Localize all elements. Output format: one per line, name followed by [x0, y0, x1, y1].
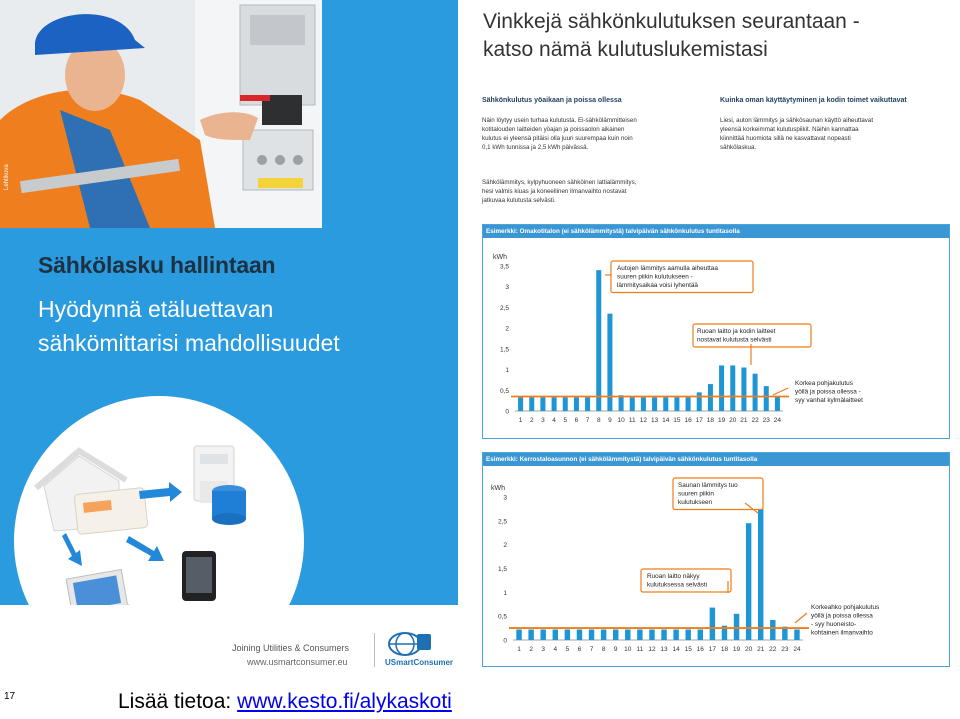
photo-credit: Lehtikuva: [4, 164, 10, 190]
bar: [630, 397, 635, 411]
annotation-text: Ruoan laitto ja kodin laitteet: [697, 328, 776, 335]
x-tick-label: 11: [636, 646, 644, 653]
bar: [613, 630, 618, 640]
annotation-text: lämmitysaikaa voisi lyhentää: [617, 282, 698, 289]
y-tick-label: 0,5: [497, 613, 507, 621]
bar: [710, 608, 715, 640]
x-tick-label: 23: [762, 417, 770, 424]
x-tick-label: 7: [585, 417, 590, 424]
bar: [529, 397, 534, 411]
bar: [719, 365, 724, 411]
annotation-text: syy vanhat kylmälaitteet: [795, 397, 863, 404]
annotation-text: Autojen lämmitys aamulla aiheuttaa: [617, 265, 718, 272]
bar: [673, 630, 678, 640]
bar: [661, 630, 666, 640]
annotation-text: Korkeahko pohjakulutus: [811, 604, 880, 611]
annotation-text: kohtainen ilmanvaihto: [811, 629, 873, 637]
x-tick-label: 12: [639, 417, 648, 424]
x-tick-label: 4: [553, 646, 558, 653]
y-tick-label: 3: [503, 494, 507, 502]
annotation-connector: [795, 613, 807, 623]
bar: [663, 397, 668, 411]
col1-paragraph1: [482, 116, 700, 152]
y-tick-label: 1: [505, 367, 509, 375]
bar: [641, 397, 646, 411]
x-tick-label: 22: [751, 417, 759, 424]
smart-meter-illustration: [14, 396, 304, 605]
more-info-link[interactable]: www.kesto.fi/alykaskoti: [237, 690, 452, 713]
bar: [730, 365, 735, 411]
annotation-text: yöllä ja poissa ollessa -: [795, 388, 861, 396]
x-tick-label: 17: [708, 646, 716, 653]
x-tick-label: 15: [684, 646, 692, 653]
phone-icon: [182, 551, 216, 601]
annotation-text: Ruoan laitto näkyy: [647, 573, 700, 580]
chart-apartment: [482, 452, 950, 667]
bar: [734, 614, 739, 640]
bar: [540, 397, 545, 411]
bar: [746, 523, 751, 640]
tips-title-line1: Vinkkejä sähkönkulutuksen seurantaan -: [483, 10, 860, 33]
chart-house: [482, 224, 950, 439]
x-tick-label: 8: [596, 417, 601, 424]
bar: [637, 630, 642, 640]
annotation-text: Saunan lämmitys tuo: [678, 482, 738, 489]
x-tick-label: 17: [695, 417, 703, 424]
x-tick-label: 19: [717, 417, 726, 424]
logo-text: USmartConsumer: [385, 658, 454, 667]
bar: [770, 620, 775, 640]
x-tick-label: 14: [662, 417, 670, 424]
text-line: 0,1 kWh tunnissa ja 2,5 kWh päivässä.: [482, 144, 589, 151]
annotation-text: nostavat kulutusta selvästi: [697, 336, 772, 344]
bar: [552, 397, 557, 411]
annotation-text: - syy huoneisto-: [811, 621, 857, 628]
text-line: jatkuvaa kulutusta selvästi.: [482, 197, 556, 204]
y-tick-label: 0: [503, 637, 507, 645]
x-tick-label: 5: [563, 417, 568, 424]
bar: [685, 630, 690, 640]
x-tick-label: 24: [793, 646, 801, 653]
chart-apartment-plot: [483, 453, 949, 666]
annotation-connector: [773, 388, 788, 395]
bar: [753, 374, 758, 411]
bar: [708, 384, 713, 411]
col2-paragraph1: [720, 116, 938, 152]
annotation-text: Korkea pohjakulutus: [795, 380, 853, 387]
bar: [589, 630, 594, 640]
x-tick-label: 10: [617, 417, 625, 424]
partner-divider: [374, 633, 375, 667]
text-line: yleensä korkeimmat kulutuspiikit. Näihin kannattaa: [720, 126, 859, 133]
bar: [540, 630, 545, 640]
bar: [698, 630, 703, 640]
bar: [649, 630, 654, 640]
annotation-text: kulutukseen: [678, 499, 713, 506]
x-tick-label: 18: [706, 417, 715, 424]
x-tick-label: 12: [648, 646, 656, 653]
y-tick-label: 2,5: [497, 518, 507, 526]
col2-heading: Kuinka oman käyttäytyminen ja kodin toimet vaikuttavat: [720, 97, 907, 104]
chart-house-plot: [483, 225, 949, 438]
x-tick-label: 18: [720, 646, 729, 653]
panel-subtitle-line1: Hyödynnä etäluettavan: [38, 296, 274, 322]
bar: [596, 270, 601, 411]
x-tick-label: 11: [628, 417, 636, 424]
bar: [553, 630, 558, 640]
x-tick-label: 9: [608, 417, 612, 424]
meter-card-icon: [74, 487, 148, 534]
bar: [625, 630, 630, 640]
x-tick-label: 20: [745, 646, 753, 653]
partner-tagline: Joining Utilities & Consumers: [232, 643, 350, 653]
x-tick-label: 24: [773, 417, 782, 424]
bar: [563, 397, 568, 411]
x-tick-label: 23: [781, 646, 789, 653]
text-line: kiinnittää huomiota sillä ne kasvattavat nopeasti: [720, 135, 851, 142]
x-tick-label: 21: [757, 646, 765, 653]
panel-title: Sähkölasku hallintaan: [38, 252, 276, 278]
y-tick-label: 1,5: [499, 346, 509, 354]
x-tick-label: 22: [769, 646, 777, 653]
more-info-label: Lisää tietoa:: [118, 690, 238, 713]
y-tick-label: 1: [503, 589, 507, 597]
bar: [516, 630, 521, 640]
chart-title: Esimerkki: Omakotitalon (ei sähkölämmitystä) talvipäivän sähkönkulutus tuntitasolla: [483, 225, 949, 238]
annotation-text: kulutuksessa selvästi: [647, 581, 708, 589]
bar: [518, 397, 523, 411]
text-line: sähkölaskua.: [720, 144, 757, 151]
y-tick-label: 2: [505, 325, 509, 333]
x-tick-label: 7: [589, 646, 594, 653]
x-tick-label: 20: [729, 417, 737, 424]
y-tick-label: 1,5: [497, 566, 507, 573]
x-tick-label: 10: [624, 646, 632, 653]
bar: [775, 397, 780, 412]
text-line: Näin löytyy usein turhaa kulutusta. Ei-sähkölämmitteisen: [482, 117, 637, 124]
laptop-icon: [64, 569, 136, 605]
x-tick-label: 1: [517, 646, 521, 653]
bar: [686, 397, 691, 411]
bar: [585, 397, 590, 411]
bar: [674, 397, 679, 411]
text-line: kulutus ei yleensä pitäisi olla juuri suurempaa kuin noin: [482, 135, 633, 142]
text-line: hesi valmis kiuas ja koneellinen ilmanvaihto nostavat: [482, 188, 627, 195]
x-tick-label: 4: [552, 417, 556, 424]
y-tick-label: 2: [503, 542, 507, 550]
x-tick-label: 3: [541, 417, 545, 424]
gateway-icon: [212, 485, 246, 525]
bar: [565, 630, 570, 640]
bar: [758, 509, 763, 640]
worker-photo: [0, 0, 322, 228]
bar: [528, 630, 533, 640]
bar: [741, 368, 746, 412]
x-tick-label: 6: [577, 646, 582, 653]
annotation-text: suuren piikin: [678, 490, 714, 498]
x-tick-label: 13: [650, 417, 659, 424]
x-tick-label: 3: [541, 646, 546, 653]
text-line: Sähkölämmitys, kylpyhuoneen sähköinen lattialämmitys,: [482, 179, 637, 186]
bar: [652, 397, 657, 411]
more-info: [118, 690, 452, 714]
x-tick-label: 6: [574, 417, 579, 424]
bar: [697, 392, 702, 411]
annotation-text: yöllä ja poissa ollessa: [811, 612, 873, 620]
y-axis-label: kWh: [493, 254, 507, 261]
x-tick-label: 19: [732, 646, 741, 653]
bar: [794, 630, 799, 640]
x-tick-label: 8: [601, 646, 606, 653]
x-tick-label: 9: [613, 646, 618, 653]
y-tick-label: 0: [505, 408, 509, 416]
x-tick-label: 21: [740, 417, 748, 424]
bar: [619, 395, 624, 411]
slide-number: 17: [4, 691, 16, 702]
bar: [601, 630, 606, 640]
panel-subtitle-line2: sähkömittarisi mahdollisuudet: [38, 330, 340, 356]
y-tick-label: 3: [505, 284, 509, 292]
bar: [764, 386, 769, 411]
x-tick-label: 13: [660, 646, 668, 653]
y-tick-label: 0,5: [499, 387, 509, 395]
y-axis-label: kWh: [491, 485, 505, 492]
x-tick-label: 16: [696, 646, 704, 653]
left-panel: [0, 0, 458, 605]
text-line: Liesi, auton lämmitys ja sähkösaunan käyttö aiheuttavat: [720, 117, 874, 124]
x-tick-label: 15: [673, 417, 681, 424]
bar: [574, 397, 579, 411]
text-line: kotitalouden laitteiden yöajan ja poissaolon aikainen: [482, 126, 625, 133]
bar: [577, 630, 582, 640]
col1-paragraph2: [482, 178, 700, 205]
x-tick-label: 1: [518, 417, 523, 424]
x-tick-label: 2: [529, 646, 533, 653]
x-tick-label: 5: [565, 646, 570, 653]
y-tick-label: 3,5: [499, 263, 509, 271]
x-tick-label: 16: [684, 417, 692, 424]
partner-url: www.usmartconsumer.eu: [247, 657, 348, 667]
col1-heading: Sähkönkulutus yöaikaan ja poissa ollessa: [482, 97, 622, 104]
chart-title: Esimerkki: Kerrostaloasunnon (ei sähkölämmitystä) talvipäivän sähkönkulutus tuntitasolla: [483, 453, 949, 466]
annotation-text: suuren piikin kulutukseen -: [617, 273, 693, 281]
tips-title-line2: katso nämä kulutuslukemistasi: [483, 38, 768, 61]
x-tick-label: 2: [529, 417, 534, 424]
y-tick-label: 2,5: [499, 304, 509, 312]
x-tick-label: 14: [672, 646, 680, 653]
